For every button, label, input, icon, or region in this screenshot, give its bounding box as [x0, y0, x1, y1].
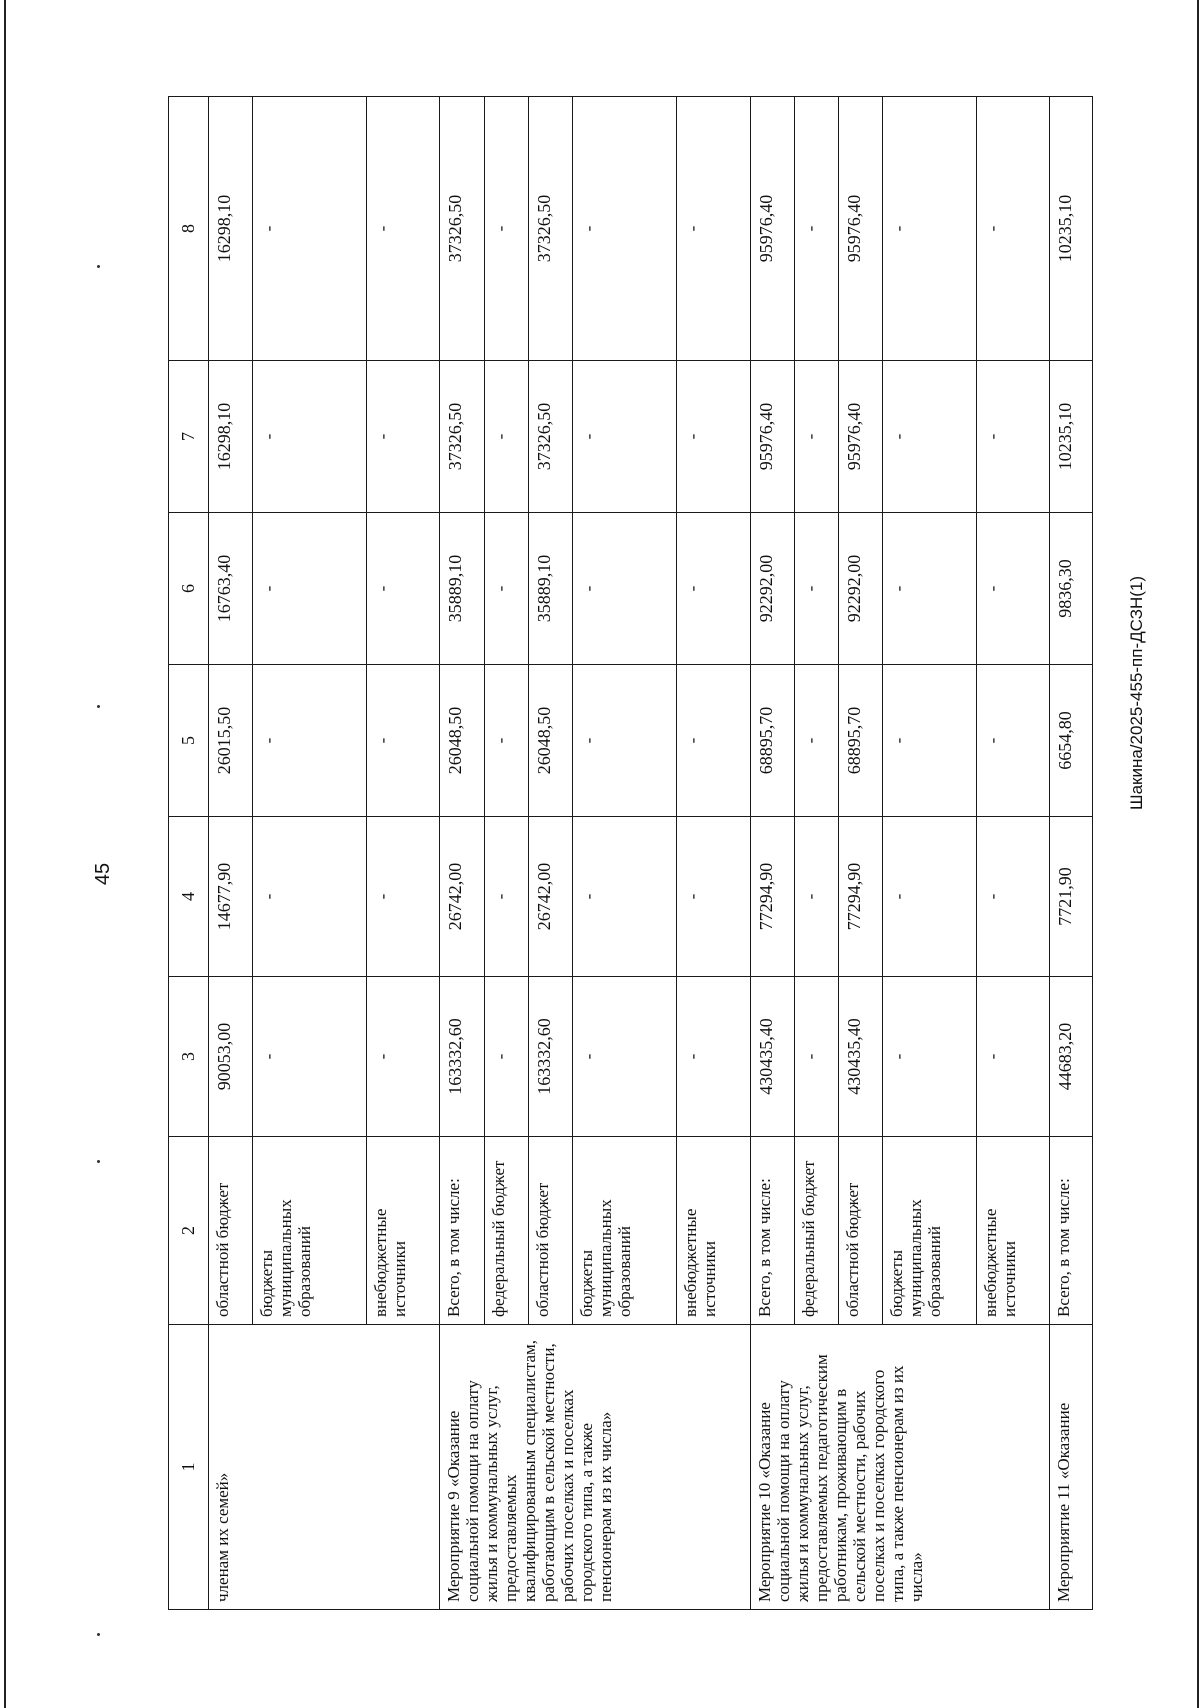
source-cell: областной бюджет — [208, 1137, 252, 1325]
value-cell: - — [677, 665, 750, 817]
value-cell: - — [977, 97, 1050, 361]
value-cell: 90053,00 — [208, 977, 252, 1137]
value-cell: - — [795, 977, 839, 1137]
column-number-row — [169, 97, 209, 1610]
value-cell: 37326,50 — [440, 361, 485, 513]
value-cell: - — [573, 361, 677, 513]
value-cell: - — [485, 513, 529, 665]
value-cell: - — [883, 361, 977, 513]
scan-speck — [97, 1633, 100, 1636]
value-cell: 37326,50 — [529, 97, 573, 361]
value-cell: - — [573, 817, 677, 977]
value-cell: - — [883, 977, 977, 1137]
value-cell: - — [367, 361, 440, 513]
source-cell: областной бюджет — [529, 1137, 573, 1325]
value-cell: - — [485, 977, 529, 1137]
value-cell: - — [252, 513, 367, 665]
value-cell: 95976,40 — [750, 361, 795, 513]
source-cell: федеральный бюджет — [485, 1137, 529, 1325]
value-cell: 7721,90 — [1050, 817, 1093, 977]
column-number: 4 — [169, 817, 209, 977]
value-cell: 6654,80 — [1050, 665, 1093, 817]
value-cell: 26742,00 — [529, 817, 573, 977]
value-cell: 68895,70 — [839, 665, 883, 817]
value-cell: 14677,90 — [208, 817, 252, 977]
value-cell: - — [252, 977, 367, 1137]
value-cell: 77294,90 — [839, 817, 883, 977]
value-cell: - — [367, 817, 440, 977]
source-cell: федеральный бюджет — [795, 1137, 839, 1325]
value-cell: - — [795, 513, 839, 665]
value-cell: 95976,40 — [839, 97, 883, 361]
value-cell: - — [573, 977, 677, 1137]
value-cell: 92292,00 — [750, 513, 795, 665]
value-cell: - — [485, 665, 529, 817]
source-cell: внебюджетные источники — [977, 1137, 1050, 1325]
value-cell: - — [977, 665, 1050, 817]
value-cell: - — [883, 665, 977, 817]
value-cell: - — [677, 513, 750, 665]
value-cell: - — [883, 513, 977, 665]
table-row — [1050, 97, 1093, 1610]
value-cell: - — [677, 977, 750, 1137]
value-cell: - — [883, 97, 977, 361]
value-cell: - — [795, 817, 839, 977]
event-cell: Мероприятие 11 «Оказание — [1050, 1325, 1093, 1610]
event-cell: членам их семей» — [208, 1325, 440, 1610]
value-cell: 92292,00 — [839, 513, 883, 665]
scan-speck — [97, 705, 100, 708]
source-cell: бюджеты муниципальных образований — [252, 1137, 367, 1325]
value-cell: - — [573, 665, 677, 817]
value-cell: - — [677, 97, 750, 361]
value-cell: 16763,40 — [208, 513, 252, 665]
value-cell: 9836,30 — [1050, 513, 1093, 665]
value-cell: - — [573, 97, 677, 361]
column-number: 6 — [169, 513, 209, 665]
value-cell: 16298,10 — [208, 361, 252, 513]
value-cell: 430435,40 — [750, 977, 795, 1137]
value-cell: - — [677, 361, 750, 513]
source-cell: внебюджетные источники — [367, 1137, 440, 1325]
value-cell: - — [485, 817, 529, 977]
value-cell: - — [485, 97, 529, 361]
value-cell: - — [367, 513, 440, 665]
column-number: 7 — [169, 361, 209, 513]
column-number: 3 — [169, 977, 209, 1137]
document-code: Шакина/2025-455-пп-ДСЗН(1) — [1127, 575, 1146, 810]
event-cell: Мероприятие 9 «Оказание социальной помощи на оплату жилья и коммунальных услуг, предоставляемых квалифицированным специалистам, работающим в сельской местности, рабочих поселках и поселках городского типа, а также пенсионерам из их числа» — [440, 1325, 750, 1610]
page-number: 45 — [92, 862, 114, 886]
source-cell: бюджеты муниципальных образований — [883, 1137, 977, 1325]
value-cell: - — [795, 361, 839, 513]
scan-speck — [97, 265, 100, 268]
value-cell: 95976,40 — [839, 361, 883, 513]
rotated-table-container — [168, 97, 1093, 1610]
value-cell: 10235,10 — [1050, 97, 1093, 361]
source-cell: Всего, в том числе: — [750, 1137, 795, 1325]
value-cell: 37326,50 — [529, 361, 573, 513]
scan-speck — [97, 1160, 100, 1163]
value-cell: - — [367, 665, 440, 817]
value-cell: - — [977, 977, 1050, 1137]
source-cell: Всего, в том числе: — [1050, 1137, 1093, 1325]
value-cell: 10235,10 — [1050, 361, 1093, 513]
source-cell: бюджеты муниципальных образований — [573, 1137, 677, 1325]
value-cell: 68895,70 — [750, 665, 795, 817]
value-cell: - — [573, 513, 677, 665]
value-cell: 26015,50 — [208, 665, 252, 817]
financing-table — [168, 96, 1093, 1610]
value-cell: - — [795, 97, 839, 361]
event-cell: Мероприятие 10 «Оказание социальной помощи на оплату жилья и коммунальных услуг, предоставляемых педагогическим работникам, проживающим в сельской местности, рабочих поселках и поселках городского типа, а также пенсионерам из их числа» — [750, 1325, 1050, 1610]
value-cell: 26742,00 — [440, 817, 485, 977]
value-cell: - — [367, 97, 440, 361]
value-cell: - — [252, 665, 367, 817]
value-cell: 163332,60 — [440, 977, 485, 1137]
value-cell: 35889,10 — [529, 513, 573, 665]
source-cell: Всего, в том числе: — [440, 1137, 485, 1325]
source-cell: областной бюджет — [839, 1137, 883, 1325]
value-cell: - — [252, 817, 367, 977]
column-number: 2 — [169, 1137, 209, 1325]
value-cell: - — [977, 513, 1050, 665]
source-cell: внебюджетные источники — [677, 1137, 750, 1325]
value-cell: 95976,40 — [750, 97, 795, 361]
value-cell: - — [367, 977, 440, 1137]
table-row — [440, 97, 485, 1610]
value-cell: 26048,50 — [529, 665, 573, 817]
value-cell: - — [883, 817, 977, 977]
column-number: 8 — [169, 97, 209, 361]
value-cell: 37326,50 — [440, 97, 485, 361]
value-cell: - — [977, 817, 1050, 977]
column-number: 5 — [169, 665, 209, 817]
page-border-right — [1197, 0, 1199, 1708]
value-cell: 44683,20 — [1050, 977, 1093, 1137]
column-number: 1 — [169, 1325, 209, 1610]
table-row — [208, 97, 252, 1610]
value-cell: - — [977, 361, 1050, 513]
value-cell: - — [485, 361, 529, 513]
value-cell: - — [252, 361, 367, 513]
value-cell: 16298,10 — [208, 97, 252, 361]
value-cell: 35889,10 — [440, 513, 485, 665]
value-cell: 26048,50 — [440, 665, 485, 817]
value-cell: - — [677, 817, 750, 977]
value-cell: 163332,60 — [529, 977, 573, 1137]
page-border-left — [4, 0, 6, 1708]
value-cell: 430435,40 — [839, 977, 883, 1137]
value-cell: - — [795, 665, 839, 817]
table-row — [750, 97, 795, 1610]
value-cell: - — [252, 97, 367, 361]
value-cell: 77294,90 — [750, 817, 795, 977]
